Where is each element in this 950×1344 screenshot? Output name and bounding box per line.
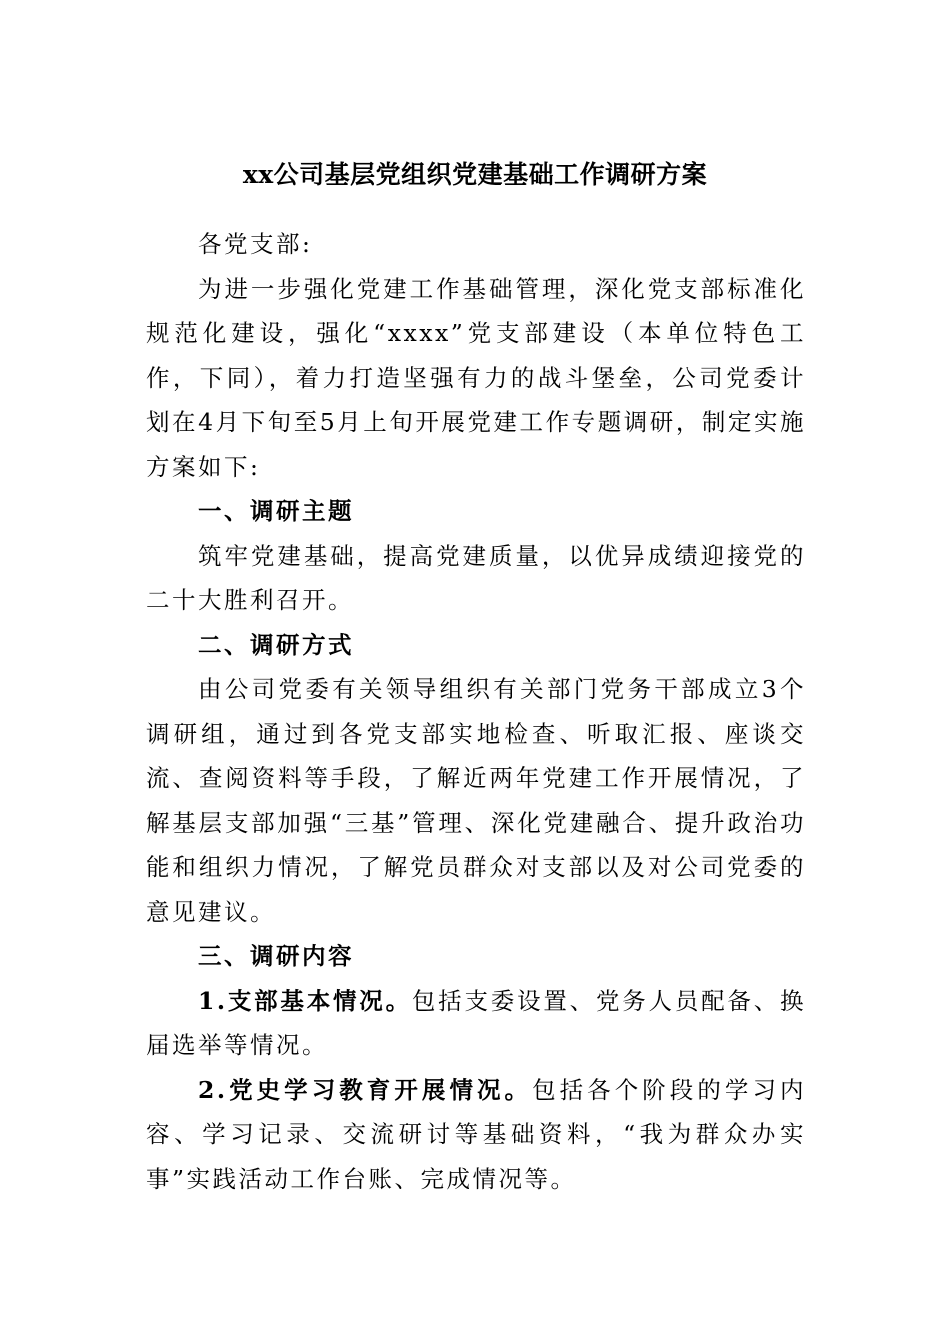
section-text-theme: 筑牢党建基础，提高党建质量，以优异成绩迎接党的二十大胜利召开。 (146, 541, 806, 614)
salutation: 各党支部: (198, 230, 313, 258)
content-item-2-text: 包括各个阶段的学习内容、学习记录、交流研讨等基础资料，“我为群众办实事”实践活动工作台账、完成情况等。 (146, 1075, 806, 1193)
content-item-2-lead: 2.党史学习教育开展情况。 (198, 1075, 533, 1104)
document-body (146, 222, 806, 1201)
content-item-1-lead: 1.支部基本情况。 (198, 986, 412, 1015)
section-heading-method: 二、调研方式 (198, 630, 354, 659)
content-item-1 (146, 979, 806, 1068)
section-heading-theme: 一、调研主题 (198, 497, 354, 525)
content-item-1-text: 包括支委设置、党务人员配备、换届选举等情况。 (146, 986, 806, 1059)
document-title: xx公司基层党组织党建基础工作调研方案 (242, 160, 708, 189)
intro-paragraph: 为进一步强化党建工作基础管理，深化党支部标准化规范化建设，强化“xxxx”党支部建设（本单位特色工作，下同），着力打造坚强有力的战斗堡垒，公司党委计划在4月下旬至5月上旬开展党建工作专题调研，制定实施方案如下: (146, 274, 806, 481)
section-heading-content: 三、调研内容 (198, 942, 354, 970)
content-item-2 (146, 1068, 806, 1202)
section-text-method: 由公司党委有关领导组织有关部门党务干部成立3个调研组，通过到各党支部实地检查、听取汇报、座谈交流、查阅资料等手段，了解近两年党建工作开展情况，了解基层支部加强“三基”管理、深化党建融合、提升政治功能和组织力情况，了解党员群众对支部以及对公司党委的意见建议。 (146, 675, 806, 926)
